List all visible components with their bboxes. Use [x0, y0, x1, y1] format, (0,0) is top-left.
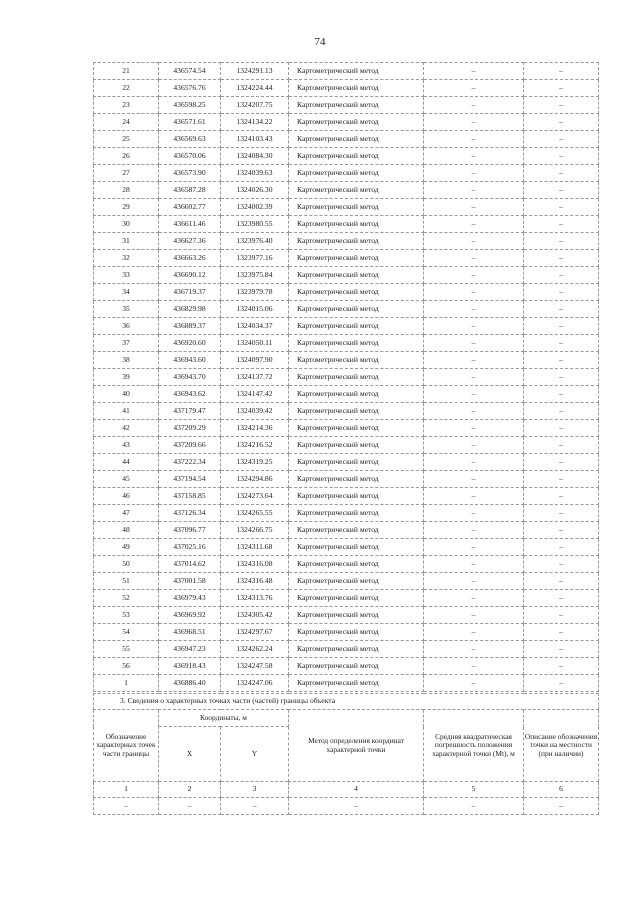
- point-number-cell: 33: [94, 267, 159, 284]
- x-coordinate-cell: 436570.06: [159, 148, 221, 165]
- point-number-cell: 46: [94, 488, 159, 505]
- point-number-cell: 24: [94, 114, 159, 131]
- accuracy-cell: –: [424, 522, 524, 539]
- accuracy-cell: –: [424, 352, 524, 369]
- x-coordinate-cell: 437014.62: [159, 556, 221, 573]
- header-method: Метод определения координат характерной точки: [289, 710, 424, 782]
- table-row: [94, 352, 599, 369]
- accuracy-cell: –: [424, 539, 524, 556]
- description-cell: –: [524, 658, 599, 675]
- header-coordinates: Координаты, м: [159, 710, 289, 727]
- table-row: [94, 607, 599, 624]
- x-coordinate-cell: 436943.62: [159, 386, 221, 403]
- table-row: [94, 267, 599, 284]
- x-coordinate-cell: 437209.66: [159, 437, 221, 454]
- accuracy-cell: –: [424, 335, 524, 352]
- description-cell: –: [524, 318, 599, 335]
- accuracy-cell: –: [424, 318, 524, 335]
- description-cell: –: [524, 454, 599, 471]
- point-number-cell: 35: [94, 301, 159, 318]
- y-coordinate-cell: 1324034.37: [221, 318, 289, 335]
- x-coordinate-cell: 437158.85: [159, 488, 221, 505]
- method-cell: Картометрический метод: [289, 318, 424, 335]
- accuracy-cell: –: [424, 216, 524, 233]
- y-coordinate-cell: 1324311.68: [221, 539, 289, 556]
- point-number-cell: 29: [94, 199, 159, 216]
- point-number-cell: 21: [94, 63, 159, 80]
- method-cell: Картометрический метод: [289, 80, 424, 97]
- point-number-cell: 53: [94, 607, 159, 624]
- accuracy-cell: –: [424, 624, 524, 641]
- method-cell: Картометрический метод: [289, 182, 424, 199]
- description-cell: –: [524, 590, 599, 607]
- point-number-cell: 54: [94, 624, 159, 641]
- description-cell: –: [524, 250, 599, 267]
- x-coordinate-cell: 436611.46: [159, 216, 221, 233]
- point-number-cell: 52: [94, 590, 159, 607]
- y-coordinate-cell: 1324039.63: [221, 165, 289, 182]
- description-cell: –: [524, 471, 599, 488]
- point-number-cell: 31: [94, 233, 159, 250]
- y-coordinate-cell: 1324103.43: [221, 131, 289, 148]
- method-cell: Картометрический метод: [289, 454, 424, 471]
- method-cell: Картометрический метод: [289, 165, 424, 182]
- accuracy-cell: –: [424, 573, 524, 590]
- description-cell: –: [524, 182, 599, 199]
- point-number-cell: 23: [94, 97, 159, 114]
- header-y: Y: [221, 727, 289, 782]
- table-row: [94, 131, 599, 148]
- table-row: [94, 675, 599, 692]
- table-row: [94, 590, 599, 607]
- description-cell: –: [524, 386, 599, 403]
- accuracy-cell: –: [424, 386, 524, 403]
- description-cell: –: [524, 641, 599, 658]
- accuracy-cell: –: [424, 131, 524, 148]
- empty-cell: –: [524, 798, 599, 815]
- y-coordinate-cell: 1323979.78: [221, 284, 289, 301]
- x-coordinate-cell: 436969.92: [159, 607, 221, 624]
- x-coordinate-cell: 436574.54: [159, 63, 221, 80]
- accuracy-cell: –: [424, 369, 524, 386]
- x-coordinate-cell: 436829.98: [159, 301, 221, 318]
- y-coordinate-cell: 1323977.16: [221, 250, 289, 267]
- method-cell: Картометрический метод: [289, 624, 424, 641]
- x-coordinate-cell: 436979.43: [159, 590, 221, 607]
- table-row: [94, 284, 599, 301]
- table-row: [94, 250, 599, 267]
- accuracy-cell: –: [424, 80, 524, 97]
- description-cell: –: [524, 420, 599, 437]
- accuracy-cell: –: [424, 454, 524, 471]
- y-coordinate-cell: 1324247.58: [221, 658, 289, 675]
- x-coordinate-cell: 437209.29: [159, 420, 221, 437]
- x-coordinate-cell: 436576.76: [159, 80, 221, 97]
- description-cell: –: [524, 505, 599, 522]
- y-coordinate-cell: 1324305.42: [221, 607, 289, 624]
- description-cell: –: [524, 148, 599, 165]
- point-number-cell: 38: [94, 352, 159, 369]
- description-cell: –: [524, 573, 599, 590]
- x-coordinate-cell: 437126.34: [159, 505, 221, 522]
- table-row: [94, 148, 599, 165]
- method-cell: Картометрический метод: [289, 573, 424, 590]
- column-number: 5: [424, 782, 524, 798]
- x-coordinate-cell: 437001.58: [159, 573, 221, 590]
- accuracy-cell: –: [424, 471, 524, 488]
- method-cell: Картометрический метод: [289, 63, 424, 80]
- x-coordinate-cell: 436587.28: [159, 182, 221, 199]
- x-coordinate-cell: 437194.54: [159, 471, 221, 488]
- method-cell: Картометрический метод: [289, 369, 424, 386]
- accuracy-cell: –: [424, 284, 524, 301]
- table-row: [94, 199, 599, 216]
- y-coordinate-cell: 1324266.75: [221, 522, 289, 539]
- empty-cell: –: [221, 798, 289, 815]
- accuracy-cell: –: [424, 556, 524, 573]
- x-coordinate-cell: 437179.47: [159, 403, 221, 420]
- accuracy-cell: –: [424, 182, 524, 199]
- description-cell: –: [524, 624, 599, 641]
- empty-cell: –: [424, 798, 524, 815]
- accuracy-cell: –: [424, 267, 524, 284]
- table-row: [94, 114, 599, 131]
- table-row: [94, 420, 599, 437]
- y-coordinate-cell: 1324313.76: [221, 590, 289, 607]
- description-cell: –: [524, 114, 599, 131]
- table-row: [94, 437, 599, 454]
- point-number-cell: 51: [94, 573, 159, 590]
- section-title: 3. Сведения о характерных точках части (частей) границы объекта: [94, 694, 599, 710]
- y-coordinate-cell: 1324224.44: [221, 80, 289, 97]
- method-cell: Картометрический метод: [289, 216, 424, 233]
- table-row: [94, 505, 599, 522]
- method-cell: Картометрический метод: [289, 250, 424, 267]
- x-coordinate-cell: 436573.90: [159, 165, 221, 182]
- point-number-cell: 39: [94, 369, 159, 386]
- y-coordinate-cell: 1324265.55: [221, 505, 289, 522]
- description-cell: –: [524, 488, 599, 505]
- accuracy-cell: –: [424, 437, 524, 454]
- y-coordinate-cell: 1324137.72: [221, 369, 289, 386]
- accuracy-cell: –: [424, 420, 524, 437]
- part-boundary-points-table: [93, 693, 599, 815]
- page-number: 74: [314, 36, 326, 48]
- description-cell: –: [524, 369, 599, 386]
- description-cell: –: [524, 131, 599, 148]
- header-accuracy: Средняя квадратическая погрешность положения характерной точки (Mt), м: [424, 710, 524, 782]
- table-row: [94, 165, 599, 182]
- table-row: [94, 658, 599, 675]
- table-row: [94, 539, 599, 556]
- column-number: 3: [221, 782, 289, 798]
- empty-cell: –: [94, 798, 159, 815]
- method-cell: Картометрический метод: [289, 335, 424, 352]
- accuracy-cell: –: [424, 675, 524, 692]
- description-cell: –: [524, 352, 599, 369]
- x-coordinate-cell: 436663.26: [159, 250, 221, 267]
- accuracy-cell: –: [424, 607, 524, 624]
- empty-cell: –: [159, 798, 221, 815]
- x-coordinate-cell: 436598.25: [159, 97, 221, 114]
- boundary-points-table: [93, 62, 599, 692]
- table-row: [94, 403, 599, 420]
- x-coordinate-cell: 437096.77: [159, 522, 221, 539]
- y-coordinate-cell: 1324316.08: [221, 556, 289, 573]
- accuracy-cell: –: [424, 641, 524, 658]
- point-number-cell: 42: [94, 420, 159, 437]
- x-coordinate-cell: 436889.37: [159, 318, 221, 335]
- method-cell: Картометрический метод: [289, 403, 424, 420]
- header-description: Описание обозначения точки на местности (при наличии): [524, 710, 599, 782]
- table-row: [94, 386, 599, 403]
- accuracy-cell: –: [424, 233, 524, 250]
- x-coordinate-cell: 436918.43: [159, 658, 221, 675]
- y-coordinate-cell: 1323975.84: [221, 267, 289, 284]
- x-coordinate-cell: 436627.36: [159, 233, 221, 250]
- column-number: 2: [159, 782, 221, 798]
- table-row: [94, 556, 599, 573]
- accuracy-cell: –: [424, 488, 524, 505]
- y-coordinate-cell: 1324294.86: [221, 471, 289, 488]
- description-cell: –: [524, 301, 599, 318]
- y-coordinate-cell: 1324039.42: [221, 403, 289, 420]
- column-number: 6: [524, 782, 599, 798]
- description-cell: –: [524, 284, 599, 301]
- y-coordinate-cell: 1324216.52: [221, 437, 289, 454]
- description-cell: –: [524, 199, 599, 216]
- empty-data-row: [94, 798, 599, 815]
- column-numbers-row: [94, 782, 599, 798]
- description-cell: –: [524, 335, 599, 352]
- column-number: 4: [289, 782, 424, 798]
- table-row: [94, 63, 599, 80]
- point-number-cell: 30: [94, 216, 159, 233]
- table-row: [94, 318, 599, 335]
- point-number-cell: 26: [94, 148, 159, 165]
- table-row: [94, 80, 599, 97]
- point-number-cell: 55: [94, 641, 159, 658]
- description-cell: –: [524, 80, 599, 97]
- point-number-cell: 36: [94, 318, 159, 335]
- point-number-cell: 48: [94, 522, 159, 539]
- point-number-cell: 37: [94, 335, 159, 352]
- x-coordinate-cell: 436943.70: [159, 369, 221, 386]
- method-cell: Картометрический метод: [289, 539, 424, 556]
- y-coordinate-cell: 1323976.40: [221, 233, 289, 250]
- description-cell: –: [524, 607, 599, 624]
- table-row: [94, 471, 599, 488]
- description-cell: –: [524, 233, 599, 250]
- point-number-cell: 27: [94, 165, 159, 182]
- method-cell: Картометрический метод: [289, 420, 424, 437]
- point-number-cell: 1: [94, 675, 159, 692]
- description-cell: –: [524, 63, 599, 80]
- empty-cell: –: [289, 798, 424, 815]
- point-number-cell: 45: [94, 471, 159, 488]
- method-cell: Картометрический метод: [289, 556, 424, 573]
- method-cell: Картометрический метод: [289, 233, 424, 250]
- description-cell: –: [524, 165, 599, 182]
- table-row: [94, 641, 599, 658]
- x-coordinate-cell: 436690.12: [159, 267, 221, 284]
- table-row: [94, 216, 599, 233]
- description-cell: –: [524, 216, 599, 233]
- method-cell: Картометрический метод: [289, 284, 424, 301]
- x-coordinate-cell: 436920.60: [159, 335, 221, 352]
- point-number-cell: 28: [94, 182, 159, 199]
- y-coordinate-cell: 1324316.48: [221, 573, 289, 590]
- method-cell: Картометрический метод: [289, 131, 424, 148]
- x-coordinate-cell: 436719.37: [159, 284, 221, 301]
- point-number-cell: 43: [94, 437, 159, 454]
- method-cell: Картометрический метод: [289, 352, 424, 369]
- point-number-cell: 40: [94, 386, 159, 403]
- y-coordinate-cell: 1324097.90: [221, 352, 289, 369]
- accuracy-cell: –: [424, 658, 524, 675]
- accuracy-cell: –: [424, 505, 524, 522]
- y-coordinate-cell: 1324214.36: [221, 420, 289, 437]
- accuracy-cell: –: [424, 63, 524, 80]
- description-cell: –: [524, 522, 599, 539]
- accuracy-cell: –: [424, 301, 524, 318]
- description-cell: –: [524, 437, 599, 454]
- point-number-cell: 34: [94, 284, 159, 301]
- y-coordinate-cell: 1324015.06: [221, 301, 289, 318]
- method-cell: Картометрический метод: [289, 522, 424, 539]
- x-coordinate-cell: 436886.40: [159, 675, 221, 692]
- y-coordinate-cell: 1324147.42: [221, 386, 289, 403]
- method-cell: Картометрический метод: [289, 437, 424, 454]
- y-coordinate-cell: 1324050.11: [221, 335, 289, 352]
- method-cell: Картометрический метод: [289, 114, 424, 131]
- method-cell: Картометрический метод: [289, 607, 424, 624]
- point-number-cell: 25: [94, 131, 159, 148]
- column-number: 1: [94, 782, 159, 798]
- point-number-cell: 32: [94, 250, 159, 267]
- description-cell: –: [524, 539, 599, 556]
- method-cell: Картометрический метод: [289, 386, 424, 403]
- method-cell: Картометрический метод: [289, 590, 424, 607]
- method-cell: Картометрический метод: [289, 301, 424, 318]
- x-coordinate-cell: 436968.51: [159, 624, 221, 641]
- accuracy-cell: –: [424, 114, 524, 131]
- method-cell: Картометрический метод: [289, 658, 424, 675]
- accuracy-cell: –: [424, 97, 524, 114]
- header-point-designation: Обозначение характерных точек части границы: [94, 710, 159, 782]
- method-cell: Картометрический метод: [289, 675, 424, 692]
- boundary-points-body: [94, 63, 599, 692]
- accuracy-cell: –: [424, 590, 524, 607]
- x-coordinate-cell: 437025.16: [159, 539, 221, 556]
- table-row: [94, 335, 599, 352]
- description-cell: –: [524, 675, 599, 692]
- description-cell: –: [524, 556, 599, 573]
- point-number-cell: 56: [94, 658, 159, 675]
- y-coordinate-cell: 1323980.55: [221, 216, 289, 233]
- y-coordinate-cell: 1324002.39: [221, 199, 289, 216]
- x-coordinate-cell: 436571.61: [159, 114, 221, 131]
- y-coordinate-cell: 1324319.25: [221, 454, 289, 471]
- accuracy-cell: –: [424, 403, 524, 420]
- table-row: [94, 522, 599, 539]
- y-coordinate-cell: 1324297.67: [221, 624, 289, 641]
- description-cell: –: [524, 267, 599, 284]
- method-cell: Картометрический метод: [289, 199, 424, 216]
- method-cell: Картометрический метод: [289, 97, 424, 114]
- accuracy-cell: –: [424, 165, 524, 182]
- table-row: [94, 573, 599, 590]
- y-coordinate-cell: 1324247.06: [221, 675, 289, 692]
- table-row: [94, 301, 599, 318]
- method-cell: Картометрический метод: [289, 641, 424, 658]
- x-coordinate-cell: 436602.77: [159, 199, 221, 216]
- table-row: [94, 369, 599, 386]
- y-coordinate-cell: 1324207.75: [221, 97, 289, 114]
- point-number-cell: 41: [94, 403, 159, 420]
- method-cell: Картометрический метод: [289, 505, 424, 522]
- header-x: X: [159, 727, 221, 782]
- table-row: [94, 182, 599, 199]
- accuracy-cell: –: [424, 250, 524, 267]
- point-number-cell: 50: [94, 556, 159, 573]
- y-coordinate-cell: 1324291.13: [221, 63, 289, 80]
- accuracy-cell: –: [424, 199, 524, 216]
- y-coordinate-cell: 1324026.30: [221, 182, 289, 199]
- y-coordinate-cell: 1324084.30: [221, 148, 289, 165]
- point-number-cell: 49: [94, 539, 159, 556]
- table-row: [94, 488, 599, 505]
- description-cell: –: [524, 403, 599, 420]
- x-coordinate-cell: 436569.63: [159, 131, 221, 148]
- y-coordinate-cell: 1324134.22: [221, 114, 289, 131]
- method-cell: Картометрический метод: [289, 267, 424, 284]
- method-cell: Картометрический метод: [289, 148, 424, 165]
- x-coordinate-cell: 436943.60: [159, 352, 221, 369]
- table-row: [94, 454, 599, 471]
- x-coordinate-cell: 436947.23: [159, 641, 221, 658]
- point-number-cell: 22: [94, 80, 159, 97]
- point-number-cell: 47: [94, 505, 159, 522]
- accuracy-cell: –: [424, 148, 524, 165]
- method-cell: Картометрический метод: [289, 488, 424, 505]
- method-cell: Картометрический метод: [289, 471, 424, 488]
- table-row: [94, 233, 599, 250]
- y-coordinate-cell: 1324262.24: [221, 641, 289, 658]
- table-row: [94, 97, 599, 114]
- description-cell: –: [524, 97, 599, 114]
- x-coordinate-cell: 437222.34: [159, 454, 221, 471]
- y-coordinate-cell: 1324273.64: [221, 488, 289, 505]
- point-number-cell: 44: [94, 454, 159, 471]
- table-row: [94, 624, 599, 641]
